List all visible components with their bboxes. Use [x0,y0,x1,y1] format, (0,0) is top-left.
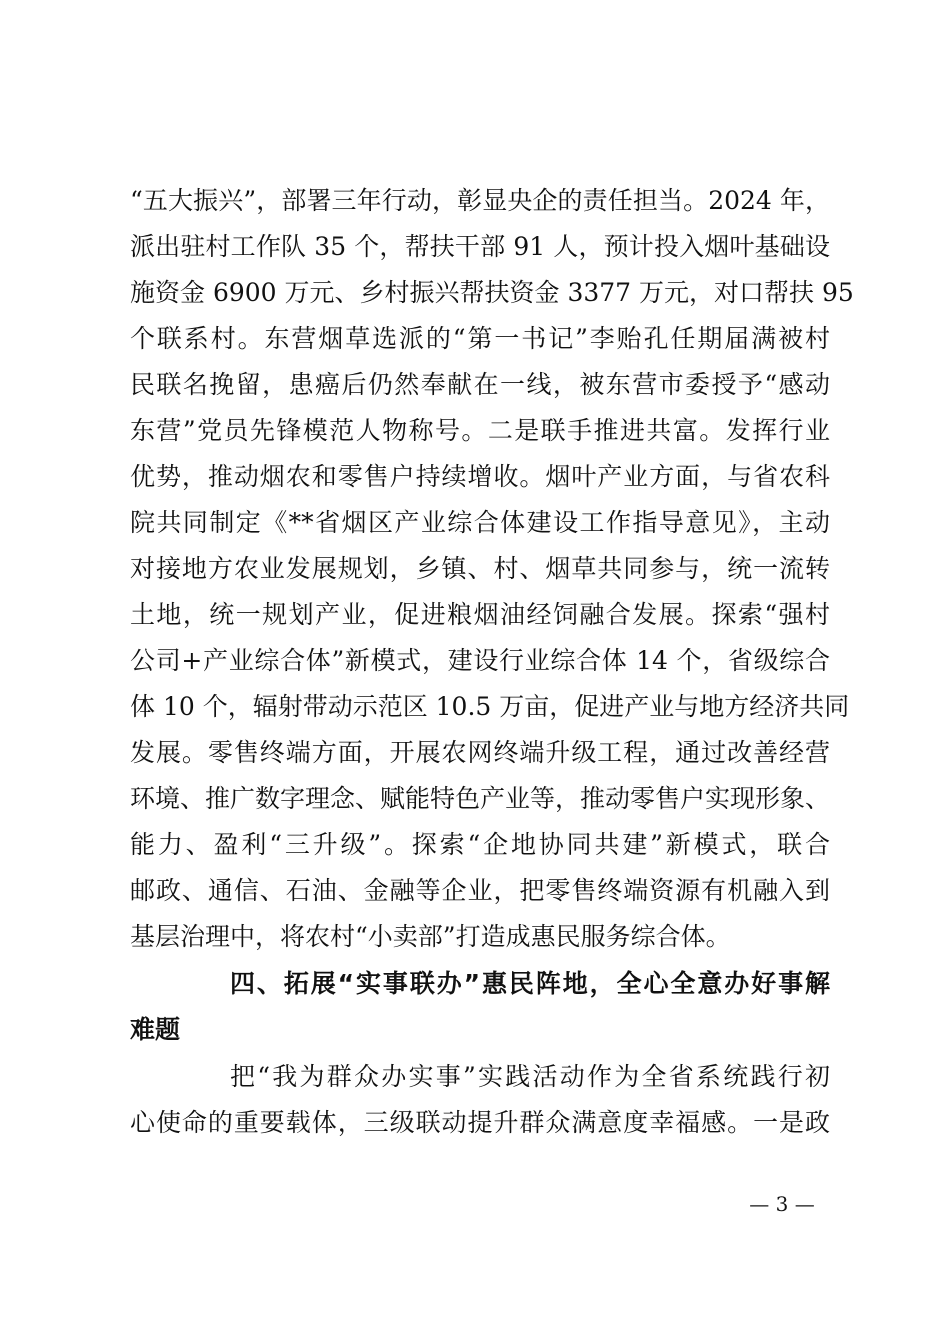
body-text-line: 院共同制定《**省烟区产业综合体建设工作指导意见》，主动 [130,508,830,537]
body-text-line: 个联系村。东营烟草选派的“第一书记”李贻孔任期届满被村 [130,324,830,353]
body-text-line: 能力、盈利“三升级”。探索“企地协同共建”新模式，联合 [130,830,830,859]
body-text-line: 对接地方农业发展规划，乡镇、村、烟草共同参与，统一流转 [130,554,830,583]
section-heading: 四、拓展“实事联办”惠民阵地，全心全意办好事解 [230,969,830,998]
body-text-line: 民联名挽留，患癌后仍然奉献在一线，被东营市委授予“感动 [130,370,830,399]
body-text-line: “五大振兴”，部署三年行动，彰显央企的责任担当。2024 年， [130,186,830,215]
body-text-line: 施资金 6900 万元、乡村振兴帮扶资金 3377 万元，对口帮扶 95 [130,278,854,307]
body-text-line: 体 10 个，辐射带动示范区 10.5 万亩，促进产业与地方经济共同 [130,692,850,721]
body-text-line: 公司+产业综合体”新模式，建设行业综合体 14 个，省级综合 [130,646,830,675]
body-text-line: 把“我为群众办实事”实践活动作为全省系统践行初 [230,1062,830,1091]
body-text-line: 优势，推动烟农和零售户持续增收。烟叶产业方面，与省农科 [130,462,830,491]
body-text-line: 派出驻村工作队 35 个，帮扶干部 91 人，预计投入烟叶基础设 [130,232,830,261]
body-text-line: 东营”党员先锋模范人物称号。二是联手推进共富。发挥行业 [130,416,830,445]
body-text-line: 环境、推广数字理念、赋能特色产业等，推动零售户实现形象、 [130,784,831,813]
body-text-line: 发展。零售终端方面，开展农网终端升级工程，通过改善经营 [130,738,830,767]
body-text-line: 邮政、通信、石油、金融等企业，把零售终端资源有机融入到 [130,876,830,905]
section-heading-continuation: 难题 [130,1015,181,1044]
page-number: — 3 — [749,1192,815,1216]
body-text-line: 心使命的重要载体，三级联动提升群众满意度幸福感。一是政 [130,1108,830,1137]
body-text-line: 基层治理中，将农村“小卖部”打造成惠民服务综合体。 [130,922,731,951]
body-text-line: 土地，统一规划产业，促进粮烟油经饲融合发展。探索“强村 [130,600,830,629]
